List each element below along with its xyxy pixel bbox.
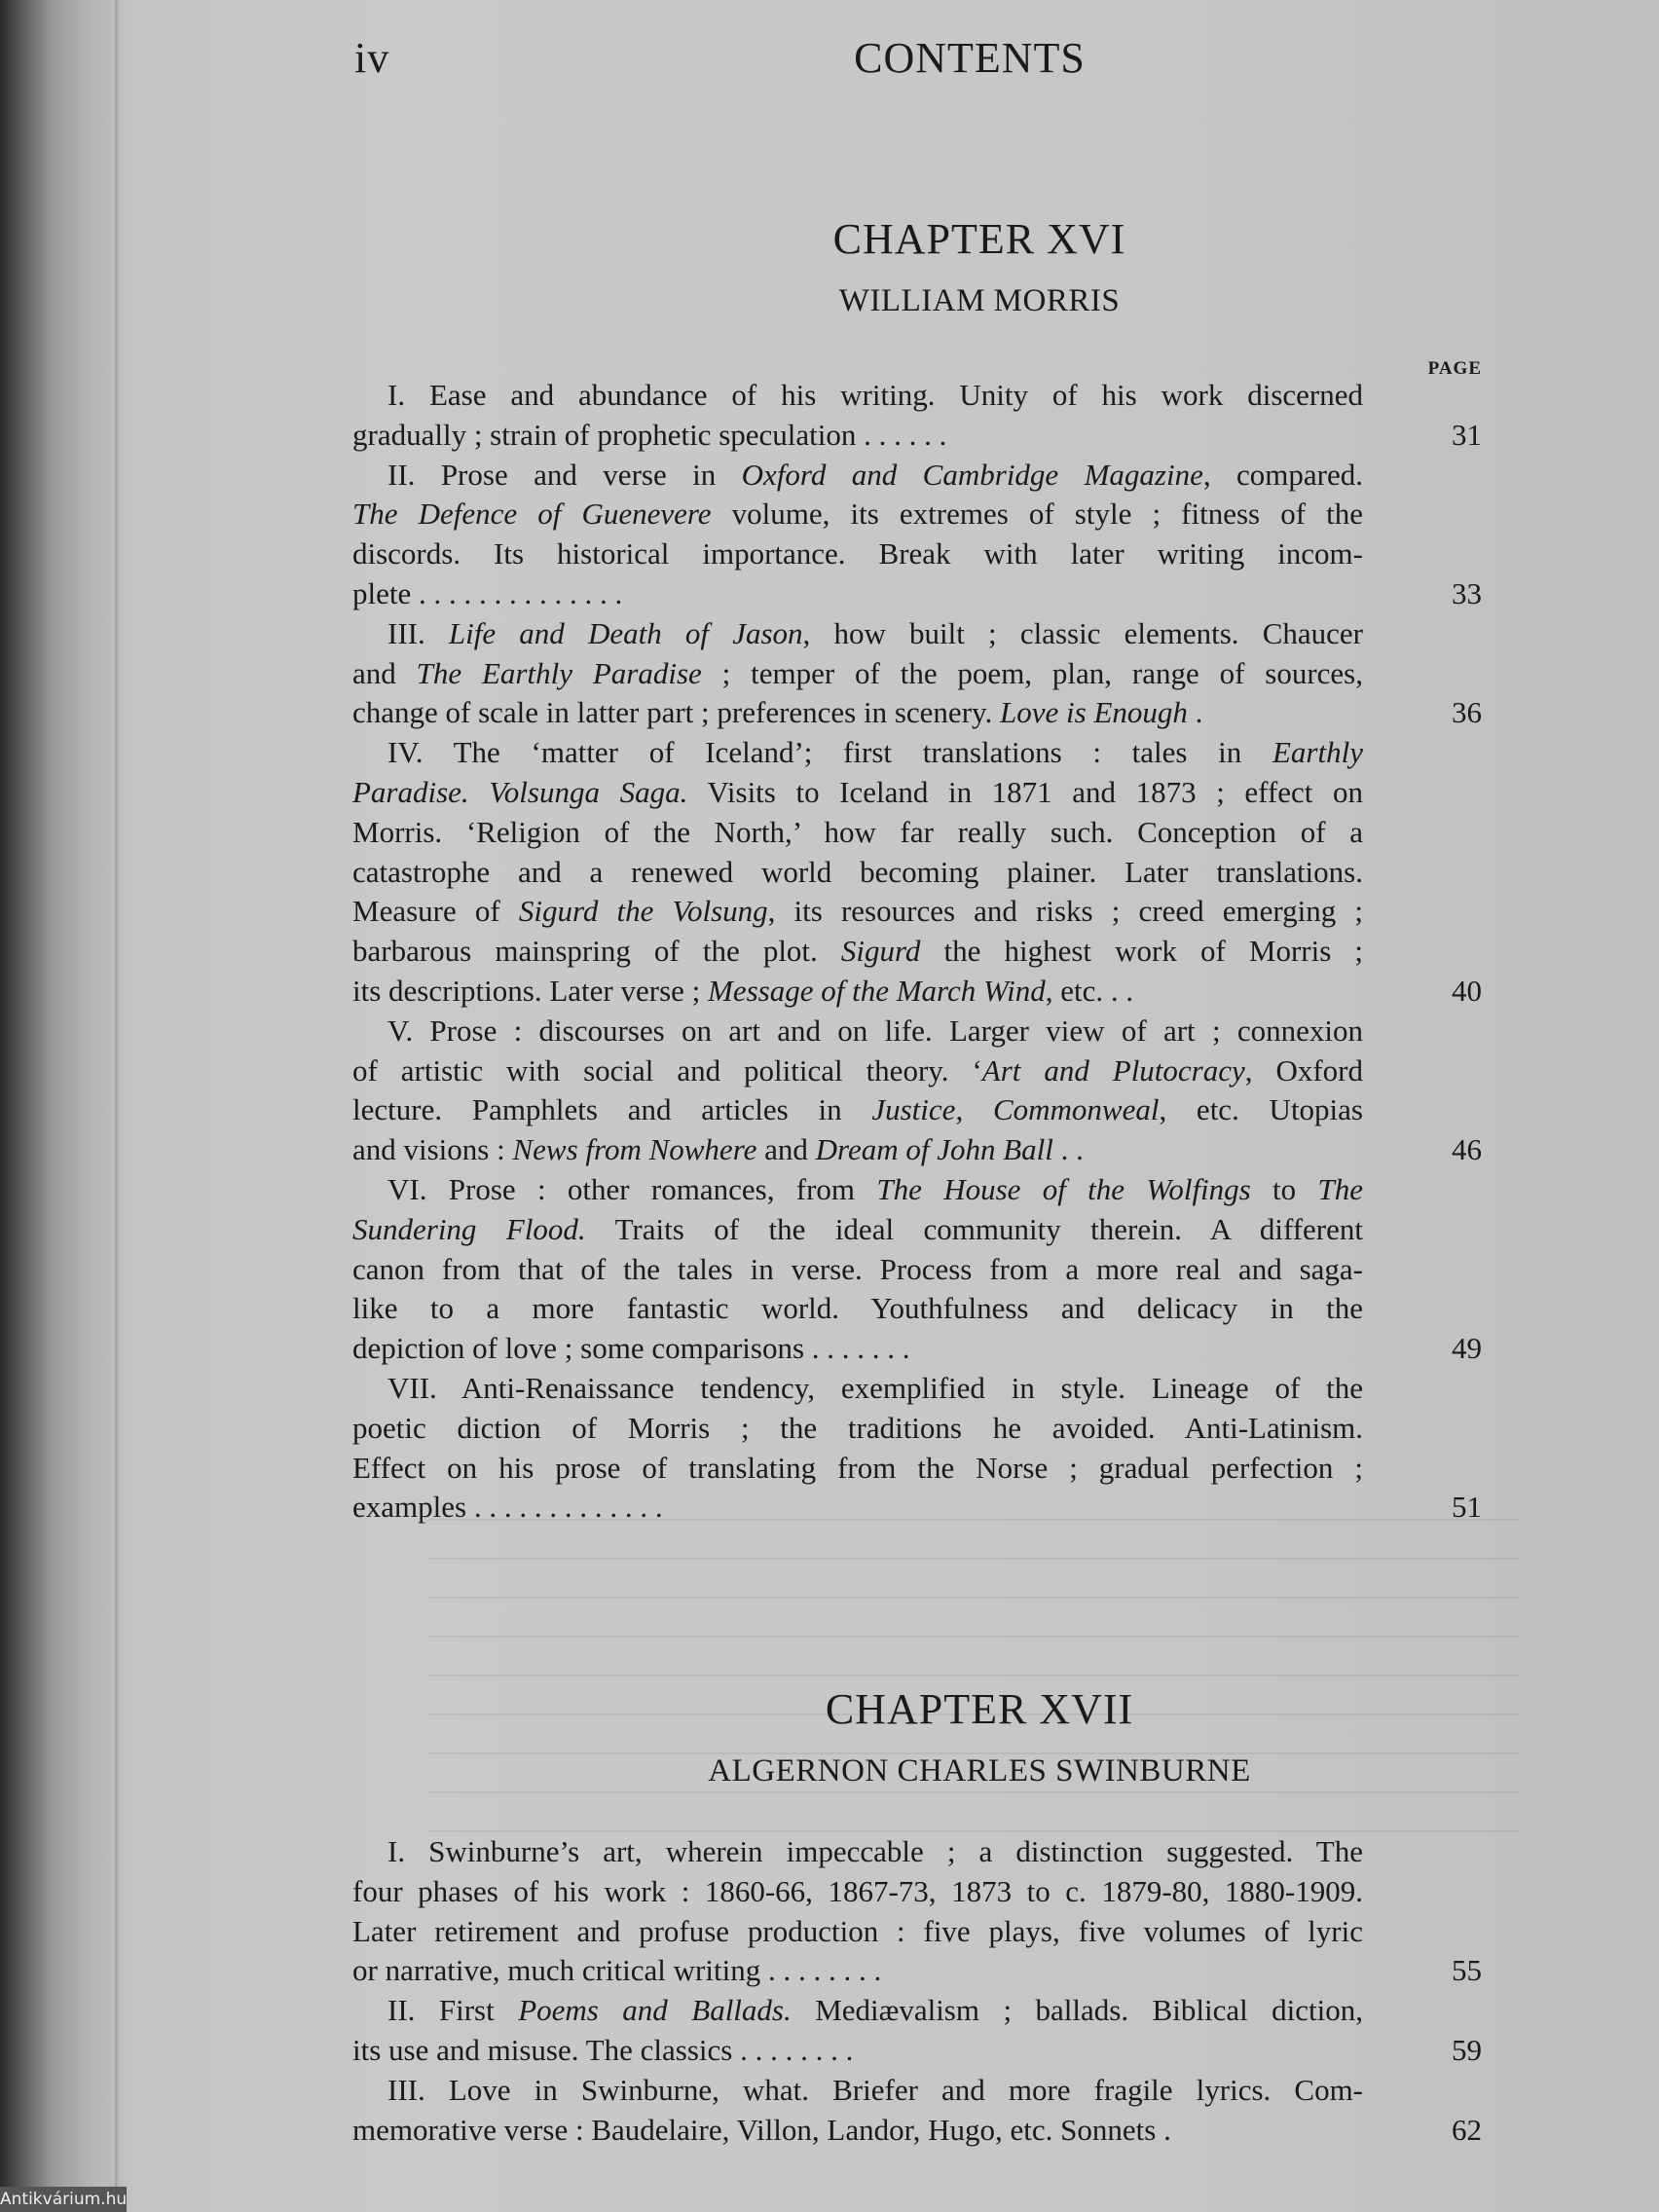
- chapter-xvi: [352, 214, 1482, 1525]
- toc-entry-line: I. Swinburne’s art, wherein impeccable ; a distinction suggested. The: [387, 1834, 1363, 1868]
- toc-entry-line: Paradise. Volsunga Saga. Visits to Iceland in 1871 and 1873 ; effect on: [352, 774, 1363, 809]
- toc-page-number: 40: [1452, 973, 1482, 1008]
- toc-page-number: 55: [1452, 1953, 1482, 1988]
- toc-page-number: 62: [1452, 2112, 1482, 2147]
- toc-entry: [352, 1832, 1482, 1991]
- toc-page-number: 59: [1452, 2032, 1482, 2067]
- running-head: [0, 27, 1659, 95]
- folio: iv: [354, 34, 390, 82]
- toc-entry-line: depiction of love ; some comparisons . . . . . . .: [352, 1331, 910, 1366]
- toc-entry-line: gradually ; strain of prophetic speculation . . . . . .: [352, 417, 947, 452]
- toc-entry-line: canon from that of the tales in verse. Process from a more real and saga-: [352, 1251, 1363, 1286]
- toc-entry-line: and visions : News from Nowhere and Dream of John Ball . .: [352, 1132, 1084, 1167]
- chapter-xvii: [352, 1684, 1482, 2147]
- toc-page-number: 31: [1452, 417, 1482, 452]
- toc-entry-line: poetic diction of Morris ; the traditions he avoided. Anti-Latinism.: [352, 1410, 1363, 1445]
- chapter-number: CHAPTER XVI: [832, 215, 1126, 263]
- toc-entry-line: Sundering Flood. Traits of the ideal community therein. A different: [352, 1211, 1363, 1246]
- toc-entry-line: its descriptions. Later verse ; Message of the March Wind, etc. . .: [352, 973, 1134, 1008]
- toc-entry: [352, 1369, 1482, 1528]
- toc-entry-line: memorative verse : Baudelaire, Villon, Landor, Hugo, etc. Sonnets .: [352, 2112, 1171, 2147]
- toc-entry-line: or narrative, much critical writing . . . . . . . .: [352, 1953, 882, 1988]
- toc-entry-line: plete . . . . . . . . . . . . . .: [352, 575, 623, 610]
- toc-entry-line: VI. Prose : other romances, from The House of the Wolfings to The: [387, 1171, 1363, 1206]
- toc-page-number: 49: [1452, 1331, 1482, 1366]
- toc-entry-line: like to a more fantastic world. Youthfulness and delicacy in the: [352, 1291, 1363, 1326]
- toc-entry: [352, 733, 1482, 1012]
- toc-entry-line: The Defence of Guenevere volume, its extremes of style ; fitness of the: [352, 497, 1364, 532]
- toc-entry-line: III. Life and Death of Jason, how built ; classic elements. Chaucer: [387, 615, 1363, 650]
- toc-entry-line: II. First Poems and Ballads. Mediævalism ; ballads. Biblical diction,: [387, 1993, 1364, 2028]
- toc-entry-line: Measure of Sigurd the Volsung, its resources and risks ; creed emerging ;: [352, 894, 1363, 929]
- toc-entry-line: III. Love in Swinburne, what. Briefer and more fragile lyrics. Com-: [387, 2072, 1363, 2107]
- chapter-number: CHAPTER XVII: [825, 1685, 1134, 1733]
- toc-page-number: 51: [1452, 1490, 1482, 1525]
- toc-entry-line: examples . . . . . . . . . . . . .: [352, 1490, 663, 1525]
- book-gutter: [115, 0, 119, 2212]
- page-column-label: PAGE: [1427, 358, 1482, 379]
- watermark: Antikvárium.hu: [0, 2187, 127, 2212]
- toc-entry: [352, 1012, 1482, 1170]
- toc-entry-line: Morris. ‘Religion of the North,’ how far really such. Conception of a: [352, 814, 1363, 849]
- chapter-entries: [352, 376, 1482, 1528]
- toc-entry-line: VII. Anti-Renaissance tendency, exemplified in style. Lineage of the: [387, 1370, 1363, 1405]
- toc-entry-line: discords. Its historical importance. Break with later writing incom-: [352, 536, 1363, 571]
- toc-entry: [352, 376, 1482, 456]
- toc-entry-line: IV. The ‘matter of Iceland’; first translations : tales in Earthly: [387, 735, 1363, 770]
- toc-entry-line: and The Earthly Paradise ; temper of the poem, plan, range of sources,: [352, 655, 1363, 690]
- toc-entry-line: change of scale in latter part ; preferences in scenery. Love is Enough .: [352, 695, 1203, 730]
- toc-page-number: 46: [1452, 1132, 1482, 1167]
- toc-entry-line: barbarous mainspring of the plot. Sigurd the highest work of Morris ;: [352, 934, 1363, 969]
- toc-page-number: 36: [1452, 695, 1482, 730]
- toc-entry-line: lecture. Pamphlets and articles in Justice, Commonweal, etc. Utopias: [352, 1092, 1363, 1127]
- toc-entry-line: catastrophe and a renewed world becoming plainer. Later translations.: [352, 854, 1363, 889]
- toc-entry-line: of artistic with social and political theory. ‘Art and Plutocracy, Oxford: [352, 1052, 1363, 1088]
- toc-entry: [352, 1170, 1482, 1369]
- toc-entry: [352, 2071, 1482, 2151]
- toc-entry-line: I. Ease and abundance of his writing. Unity of his work discerned: [387, 378, 1363, 412]
- chapter-name: ALGERNON CHARLES SWINBURNE: [708, 1753, 1251, 1788]
- toc-page-number: 33: [1452, 575, 1482, 610]
- toc-entry: [352, 456, 1482, 614]
- toc-entry-line: its use and misuse. The classics . . . . . . . .: [352, 2032, 854, 2067]
- toc-entry-line: II. Prose and verse in Oxford and Cambridge Magazine, compared.: [387, 457, 1364, 492]
- toc-entry-line: four phases of his work : 1860-66, 1867-73, 1873 to c. 1879-80, 1880-1909.: [352, 1873, 1363, 1908]
- contents-title: CONTENTS: [854, 34, 1086, 82]
- toc-entry: [352, 614, 1482, 733]
- chapter-entries: [352, 1832, 1482, 2150]
- toc-entry: [352, 1991, 1482, 2071]
- toc-entry-line: Effect on his prose of translating from the Norse ; gradual perfection ;: [352, 1450, 1363, 1485]
- chapter-name: WILLIAM MORRIS: [838, 283, 1121, 318]
- toc-entry-line: Later retirement and profuse production : five plays, five volumes of lyric: [352, 1913, 1363, 1948]
- toc-entry-line: V. Prose : discourses on art and on life. Larger view of art ; connexion: [387, 1013, 1363, 1048]
